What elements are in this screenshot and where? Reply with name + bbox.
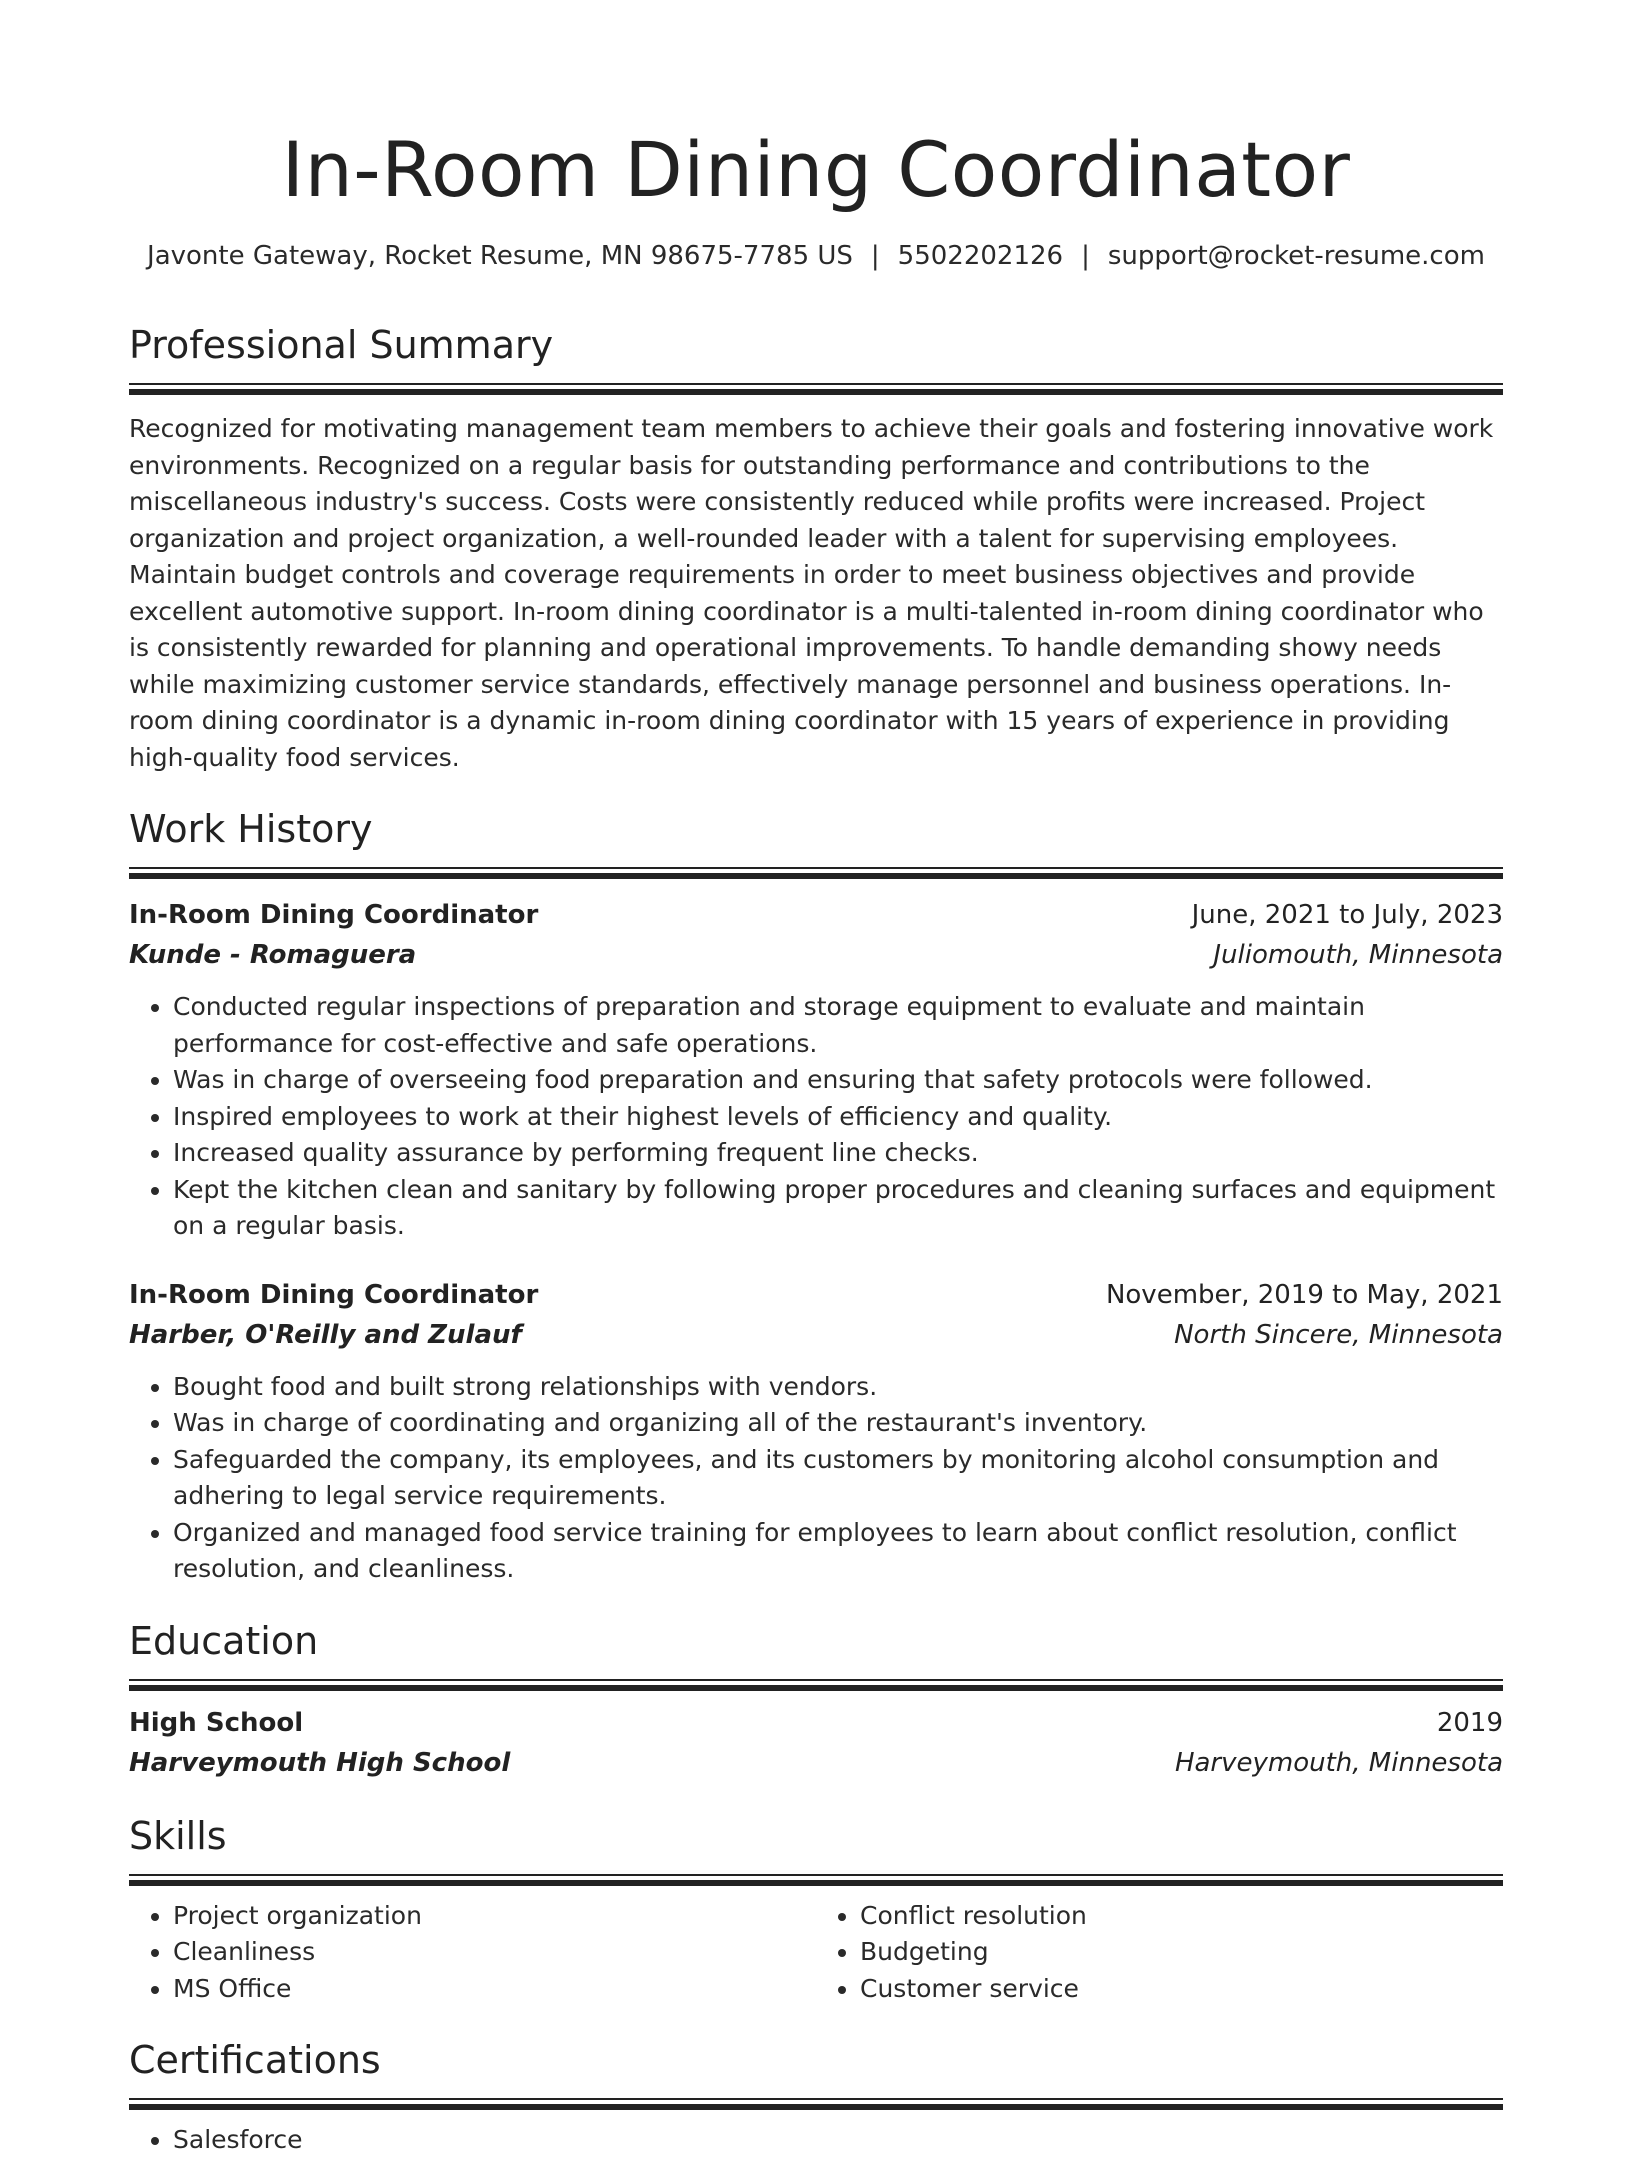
job-duties-list	[129, 1369, 1503, 1588]
list-item: • Inspired employees to work at their highest levels of efficiency and quality.	[173, 1099, 1503, 1136]
list-item: • Organized and managed food service training for employees to learn about conflict resolution, conflict resolution, and cleanliness.	[173, 1515, 1503, 1588]
section-divider	[129, 383, 1503, 395]
section-divider	[129, 867, 1503, 879]
job-location: Juliomouth, Minnesota	[1213, 940, 1503, 970]
list-item: • Conducted regular inspections of preparation and storage equipment to evaluate and maintain performance for cost-effective and safe operations.	[173, 989, 1503, 1062]
skills-grid	[129, 1898, 1503, 2008]
list-item: • Was in charge of coordinating and organizing all of the restaurant's inventory.	[173, 1405, 1503, 1442]
skills-heading: Skills	[129, 1813, 227, 1858]
list-item: • Bought food and built strong relationships with vendors.	[173, 1369, 1503, 1406]
education-heading: Education	[129, 1618, 319, 1663]
certifications-section	[129, 2035, 1503, 2159]
job-company: Kunde - Romaguera	[129, 940, 417, 970]
summary-text: Recognized for motivating management team members to achieve their goals and fostering innovative work environments. Recognized on a regular basis for outstanding performance and contributions to the miscellaneous industry's success. Costs were consistently reduced while profits were increased. Project organization and project organization, a well-rounded leader with a talent for supervising employees. Maintain budget controls and coverage requirements in order to meet business objectives and provide excellent automotive support. In-room dining coordinator is a multi-talented in-room dining coordinator who is consistently rewarded for planning and operational improvements. To handle demanding showy needs while maximizing customer service standards, effectively manage personnel and business operations. In-room dining coordinator is a dynamic in-room dining coordinator with 15 years of experience in providing high-quality food services.	[129, 414, 1494, 772]
job-title: In-Room Dining Coordinator	[129, 1279, 539, 1310]
list-item: • Was in charge of overseeing food preparation and ensuring that safety protocols were followed.	[173, 1062, 1503, 1099]
contact-address: Javonte Gateway, Rocket Resume, MN 98675-7785 US	[147, 241, 853, 271]
list-item: • Cleanliness	[173, 1934, 816, 1971]
list-item: • Safeguarded the company, its employees, and its customers by monitoring alcohol consumption and adhering to legal service requirements.	[173, 1442, 1503, 1515]
certifications-heading: Certifications	[129, 2038, 381, 2082]
job-title: In-Room Dining Coordinator	[129, 900, 539, 930]
list-item: • Project organization	[173, 1898, 816, 1935]
summary-section	[129, 320, 1503, 776]
job-entry	[129, 895, 1503, 1245]
resume-name: In-Room Dining Coordinator	[281, 125, 1351, 214]
job-duties-list	[129, 989, 1503, 1245]
contact-email: support@rocket-resume.com	[1107, 241, 1485, 271]
job-location: North Sincere, Minnesota	[1174, 1319, 1503, 1350]
list-item: • MS Office	[173, 1971, 816, 2008]
section-divider	[129, 2098, 1503, 2110]
certifications-list	[129, 2122, 1503, 2159]
list-item: • Budgeting	[860, 1934, 1503, 1971]
skills-list-right	[816, 1898, 1503, 2008]
list-item: • Salesforce	[173, 2122, 1503, 2159]
contact-line	[129, 238, 1503, 274]
work-history-heading: Work History	[129, 807, 373, 851]
list-item: • Kept the kitchen clean and sanitary by following proper procedures and cleaning surfaces and equipment on a regular basis.	[173, 1172, 1503, 1245]
contact-separator: |	[1081, 241, 1090, 271]
education-school: Harveymouth High School	[129, 1747, 511, 1778]
contact-separator: |	[870, 241, 880, 271]
contact-phone: 5502202126	[897, 241, 1064, 271]
job-dates: November, 2019 to May, 2021	[1105, 1279, 1503, 1310]
education-degree: High School	[129, 1707, 304, 1738]
job-dates: June, 2021 to July, 2023	[1191, 900, 1503, 930]
section-divider	[129, 1874, 1503, 1886]
education-section	[129, 1616, 1503, 1783]
job-entry	[129, 1275, 1503, 1588]
list-item: • Customer service	[860, 1971, 1503, 2008]
education-location: Harveymouth, Minnesota	[1174, 1747, 1503, 1778]
section-divider	[129, 1679, 1503, 1691]
summary-heading: Professional Summary	[129, 323, 554, 367]
job-company: Harber, O'Reilly and Zulauf	[129, 1319, 522, 1350]
list-item: • Conflict resolution	[860, 1898, 1503, 1935]
work-history-section	[129, 804, 1503, 1588]
skills-section	[129, 1811, 1503, 2008]
list-item: • Increased quality assurance by performing frequent line checks.	[173, 1135, 1503, 1172]
skills-list-left	[129, 1898, 816, 2008]
education-year: 2019	[1436, 1707, 1503, 1738]
